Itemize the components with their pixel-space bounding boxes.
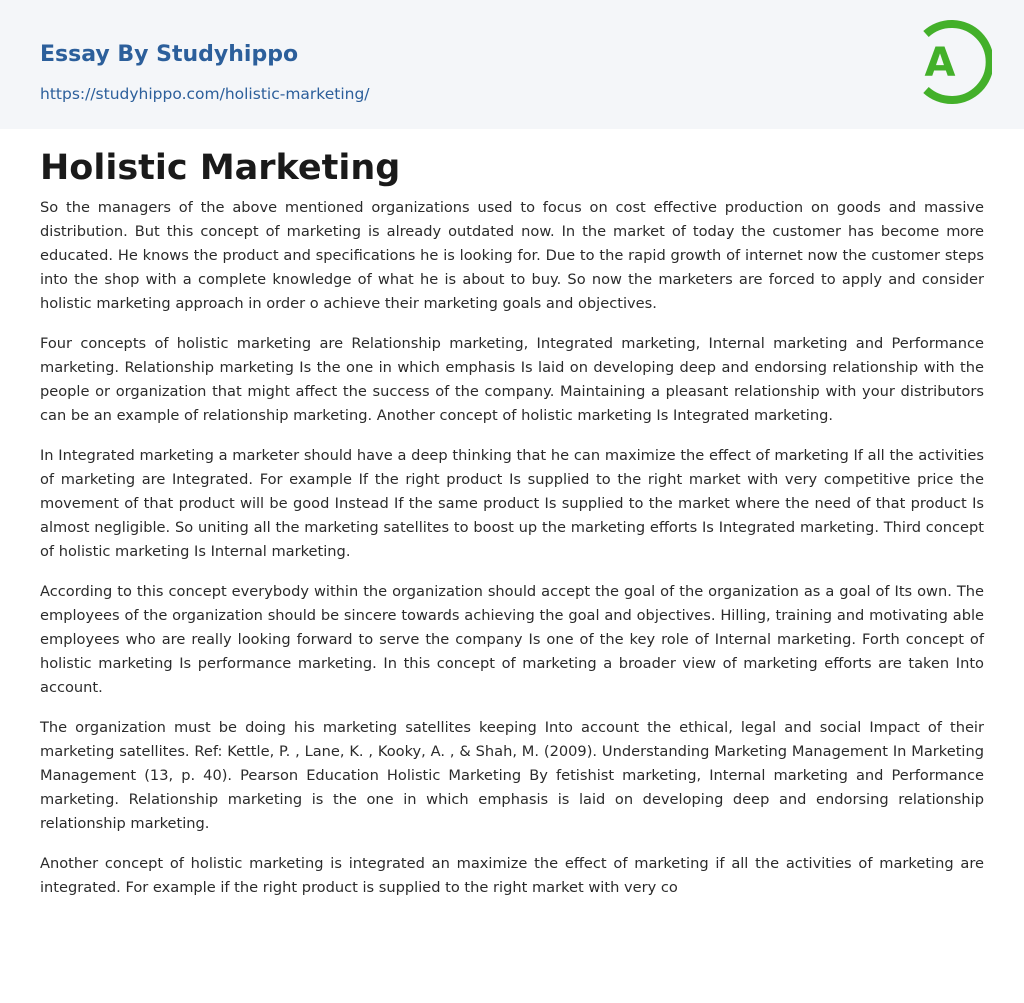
paragraph-5: The organization must be doing his marketing satellites keeping Into account the ethical, legal and social Impact of their marketing satellites. Ref: Kettle, P. , Lane, K. , Kooky, A. , & Shah, M. (2009). Understanding Marketing Management In Marketing Management (13, p. 40). Pearson Education Holistic Marketing By fetishist marketing, Internal marketing and Performance marketing. Relationship marketing is the one in which emphasis is laid on developing deep and endorsing relationship relationship marketing. [40,719,984,832]
studyhippo-logo-icon[interactable] [908,16,992,108]
article [40,143,984,916]
paragraph-1: So the managers of the above mentioned organizations used to focus on cost effective production on goods and massive distribution. But this concept of marketing is already outdated now. In the market of today the customer has become more educated. He knows the product and specifications he is looking for. Due to the rapid growth of internet now the customer steps into the shop with a complete knowledge of what he is about to buy. So now the marketers are forced to apply and consider holistic marketing approach in order o achieve their marketing goals and objectives. [40,199,984,312]
source-url-link[interactable]: https://studyhippo.com/holistic-marketing/ [40,85,370,103]
paragraph-6: Another concept of holistic marketing is integrated an maximize the effect of marketing if all the activities of marketing are integrated. For example if the right product is supplied to the right market with very co [40,855,984,896]
paragraph-2: Four concepts of holistic marketing are Relationship marketing, Integrated marketing, Internal marketing and Performance marketing. Relationship marketing Is the one in which emphasis Is laid on developing deep and endorsing relationship with the people or organization that might affect the success of the company. Maintaining a pleasant relationship with your distributors can be an example of relationship marketing. Another concept of holistic marketing Is Integrated marketing. [40,335,984,424]
paragraph-4: According to this concept everybody within the organization should accept the goal of the organization as a goal of Its own. The employees of the organization should be sincere towards achieving the goal and objectives. Hilling, training and motivating able employees who are really looking forward to serve the company Is one of the key role of Internal marketing. Forth concept of holistic marketing Is performance marketing. In this concept of marketing a broader view of marketing efforts are taken Into account. [40,583,984,696]
site-header [0,0,1024,129]
paragraph-3: In Integrated marketing a marketer should have a deep thinking that he can maximize the effect of marketing If all the activities of marketing are Integrated. For example If the right product Is supplied to the right market with very competitive price the movement of that product will be good Instead If the same product Is supplied to the market where the need of that product Is almost negligible. So uniting all the marketing satellites to boost up the marketing efforts Is Integrated marketing. Third concept of holistic marketing Is Internal marketing. [40,447,984,560]
logo-letter: A [924,40,956,86]
page-title: Holistic Marketing [40,148,401,188]
brand-title[interactable]: Essay By Studyhippo [40,42,299,67]
